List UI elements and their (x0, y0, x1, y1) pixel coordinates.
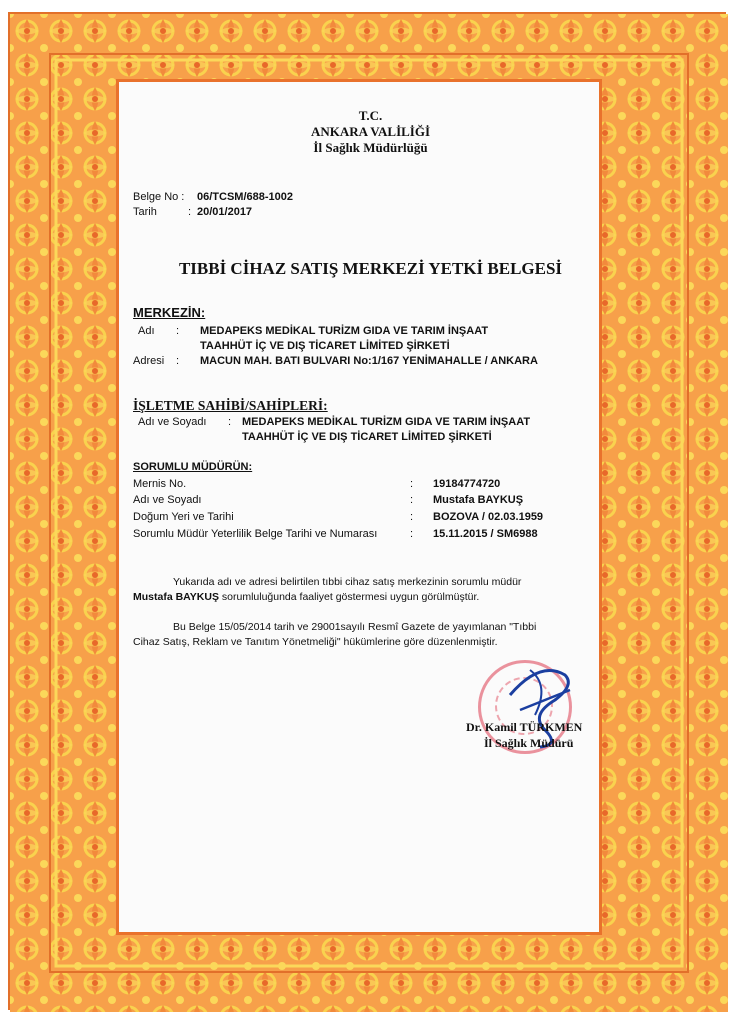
merkez-adi-line2: TAAHHÜT İÇ VE DIŞ TİCARET LİMİTED ŞİRKETİ (200, 340, 450, 352)
merkez-adres-label: Adresi (133, 355, 165, 367)
isletme-line2: TAAHHÜT İÇ VE DIŞ TİCARET LİMİTED ŞİRKETİ (242, 431, 492, 443)
isletme-heading: İŞLETME SAHİBİ/SAHİPLERİ: (133, 398, 328, 413)
sorumlu-row-value: Mustafa BAYKUŞ (433, 494, 524, 506)
sorumlu-row-sep: : (410, 494, 414, 506)
paragraph-approval-name: Mustafa BAYKUŞ (133, 591, 219, 603)
merkez-adres-sep: : (176, 355, 180, 367)
isletme-label: Adı ve Soyadı (138, 416, 207, 428)
merkez-adi-sep: : (176, 325, 180, 337)
signatory-name: Dr. Kamil TÜRKMEN (466, 720, 583, 734)
paragraph-approval (133, 575, 603, 605)
belge-no-label: Belge No : (133, 191, 185, 203)
belge-no-value: 06/TCSM/688-1002 (197, 191, 293, 203)
header-tc: T.C. (358, 108, 383, 123)
tarih-sep: : (188, 206, 192, 218)
paragraph-legal (133, 620, 603, 650)
paragraph-legal-line1: Bu Belge 15/05/2014 tarih ve 29001sayılı Resmî Gazete de yayımlanan "Tıbbi (173, 621, 537, 633)
merkez-adres-value: MACUN MAH. BATI BULVARI No:1/167 YENİMAHALLE / ANKARA (200, 355, 538, 367)
sorumlu-row-label: Mernis No. (133, 478, 187, 490)
tarih-value: 20/01/2017 (197, 206, 253, 218)
tarih-label: Tarih (133, 206, 157, 218)
merkez-adi-label: Adı (138, 325, 155, 337)
sorumlu-heading: SORUMLU MÜDÜRÜN: (133, 461, 253, 473)
sorumlu-row-sep: : (410, 478, 414, 490)
paragraph-approval-part2: sorumluluğunda faaliyet göstermesi uygun görülmüştür. (221, 591, 480, 603)
isletme-line1: MEDAPEKS MEDİKAL TURİZM GIDA VE TARIM İNŞAAT (242, 416, 531, 428)
sorumlu-row-sep: : (410, 528, 414, 540)
sorumlu-row-label: Sorumlu Müdür Yeterlilik Belge Tarihi ve Numarası (133, 528, 378, 540)
sorumlu-row-value: BOZOVA / 02.03.1959 (433, 511, 544, 523)
sorumlu-row-label: Doğum Yeri ve Tarihi (133, 511, 234, 523)
header-valilik: ANKARA VALİLİĞİ (310, 124, 431, 139)
sorumlu-row-sep: : (410, 511, 414, 523)
sorumlu-row-value: 19184774720 (433, 478, 501, 490)
isletme-sep: : (228, 416, 232, 428)
header-mudurluk: İl Sağlık Müdürlüğü (313, 140, 428, 155)
sorumlu-row-value: 15.11.2015 / SM6988 (433, 528, 538, 540)
signatory-title: İl Sağlık Müdürü (484, 736, 574, 750)
merkez-heading: MERKEZİN: (133, 305, 206, 320)
paragraph-legal-line2: Cihaz Satış, Reklam ve Tanıtım Yönetmeliği" hükümlerine göre düzenlenmiştir. (133, 636, 498, 648)
paragraph-approval-part1: Yukarıda adı ve adresi belirtilen tıbbi cihaz satış merkezinin sorumlu müdür (173, 576, 522, 588)
merkez-adi-line1: MEDAPEKS MEDİKAL TURİZM GIDA VE TARIM İNŞAAT (200, 325, 489, 337)
sorumlu-row-label: Adı ve Soyadı (133, 494, 202, 506)
document-title: TIBBİ CİHAZ SATIŞ MERKEZİ YETKİ BELGESİ (178, 259, 563, 278)
